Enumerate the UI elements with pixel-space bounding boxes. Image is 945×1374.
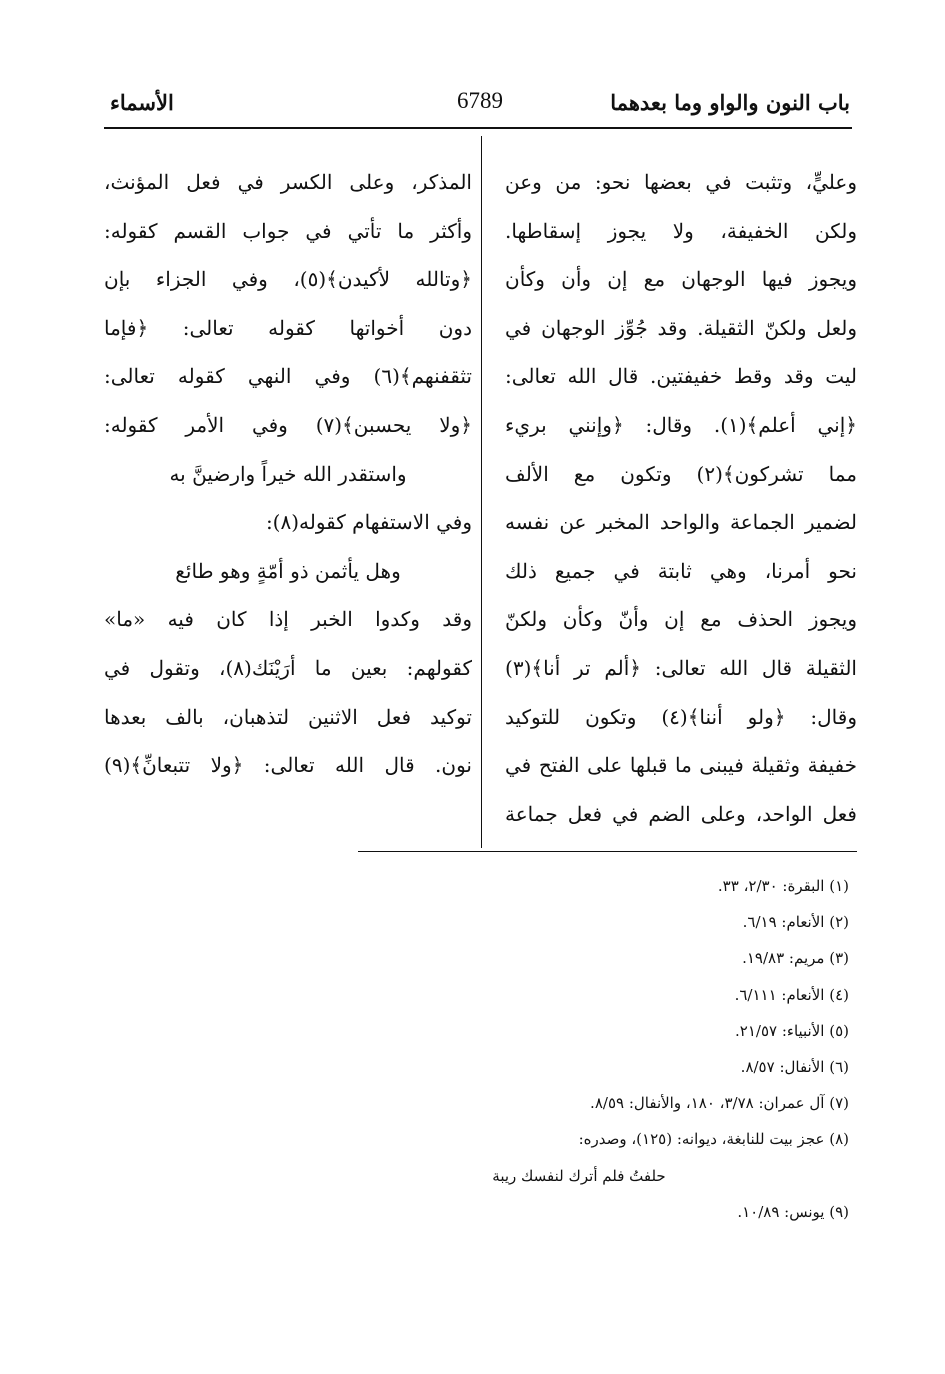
footnote-rule [358, 851, 857, 852]
verse-line: واستقدر الله خيراً وارضينَّ به [169, 461, 407, 486]
text-line: مما تشركون﴾(٢) وتكون مع الألف [505, 461, 857, 486]
footnote: (٧) آل عمران: ٣/٧٨، ١٨٠، والأنفال: ٨/٥٩. [590, 1094, 849, 1113]
text-line: تثقفنهم﴾(٦) وفي النهي كقوله تعالى: [104, 364, 472, 389]
section-title: الأسماء [110, 90, 174, 115]
footnote: (٤) الأنعام: ٦/١١١. [734, 985, 849, 1004]
left-column [104, 158, 472, 790]
text-line: نحو أمرنا، وهي ثابتة في جميع ذلك [505, 558, 857, 583]
footnote: (٦) الأنفال: ٨/٥٧. [740, 1057, 849, 1076]
text-line: كقولهم: بعين ما أرَيْنَك(٨)، وتقول في [104, 655, 472, 680]
text-line: دون أخواتها كقوله تعالى: ﴿فإما [104, 315, 472, 340]
text-line: خفيفة وثقيلة فيبنى ما قبلها على الفتح في [505, 753, 857, 778]
text-line: نون. قال الله تعالى: ﴿ولا تتبعانِّ﴾(٩) [104, 753, 472, 778]
footnote: (٢) الأنعام: ٦/١٩. [742, 913, 849, 932]
footnote: (٩) يونس: ١٠/٨٩. [737, 1202, 849, 1221]
footnote: (٣) مريم: ١٩/٨٣. [742, 949, 849, 968]
text-line: ليت وقد وقط خفيفتين. قال الله تعالى: [505, 364, 857, 389]
verse-line: وهل يأثمن ذو أمّةٍ وهو طائع [175, 558, 401, 583]
page-number: 6789 [457, 88, 503, 113]
text-line: ويجوز الحذف مع إن وأنّ وكأن ولكنّ [505, 607, 857, 632]
text-line: ويجوز فيها الوجهان مع إن وأن وكأن [505, 267, 857, 292]
text-line: توكيد فعل الاثنين لتذهبان، بالف بعدها [104, 704, 472, 729]
text-line: لضمير الجماعة والواحد المخبر عن نفسه [505, 510, 857, 535]
text-line: الثقيلة قال الله تعالى: ﴿ألم تر أنا﴾(٣) [505, 655, 857, 680]
text-line: وأكثر ما تأتي في جواب القسم كقوله: [104, 218, 472, 243]
text-line: وفي الاستفهام كقوله(٨): [265, 510, 472, 535]
text-line: ﴿إني أعلم﴾(١). وقال: ﴿وإنني بريء [505, 412, 857, 437]
right-column [505, 158, 857, 838]
footnote: (٥) الأنبياء: ٢١/٥٧. [735, 1021, 849, 1040]
text-line: وقال: ﴿ولو أننا﴾(٤) وتكون للتوكيد [505, 704, 857, 729]
footnote: (١) البقرة: ٢/٣٠، ٣٣. [717, 877, 849, 895]
text-line: ﴿وتالله لأكيدن﴾(٥)، وفي الجزاء بإن [104, 267, 472, 292]
footnote: (٨) عجز بيت للنابغة، ديوانه: (١٢٥)، وصدره: [578, 1130, 849, 1149]
text-line: المذكر، وعلى الكسر في فعل المؤنث، [104, 170, 472, 194]
footnotes [189, 868, 849, 1230]
text-line: ﴿ولا يحسبن﴾(٧) وفي الأمر كقوله: [104, 412, 472, 437]
footnote-verse: حلفتُ فلم أترك لنفسك ريبة [492, 1166, 666, 1185]
text-line: ولكن الخفيفة، ولا يجوز إسقاطها. [505, 218, 857, 243]
chapter-title: باب النون والواو وما بعدهما [610, 90, 850, 115]
header-rule [104, 127, 852, 129]
column-divider [481, 136, 482, 848]
text-line: ولعل ولكنّ الثقيلة. وقد جُوِّز الوجهان في [505, 315, 857, 340]
text-line: وقد وكدوا الخبر إذا كان فيه «ما» [104, 607, 472, 632]
text-line: فعل الواحد، وعلى الضم في فعل جماعة [505, 801, 857, 826]
page-header [110, 82, 850, 126]
text-line: وعليٍّ، وتثبت في بعضها نحو: من وعن [505, 170, 857, 194]
